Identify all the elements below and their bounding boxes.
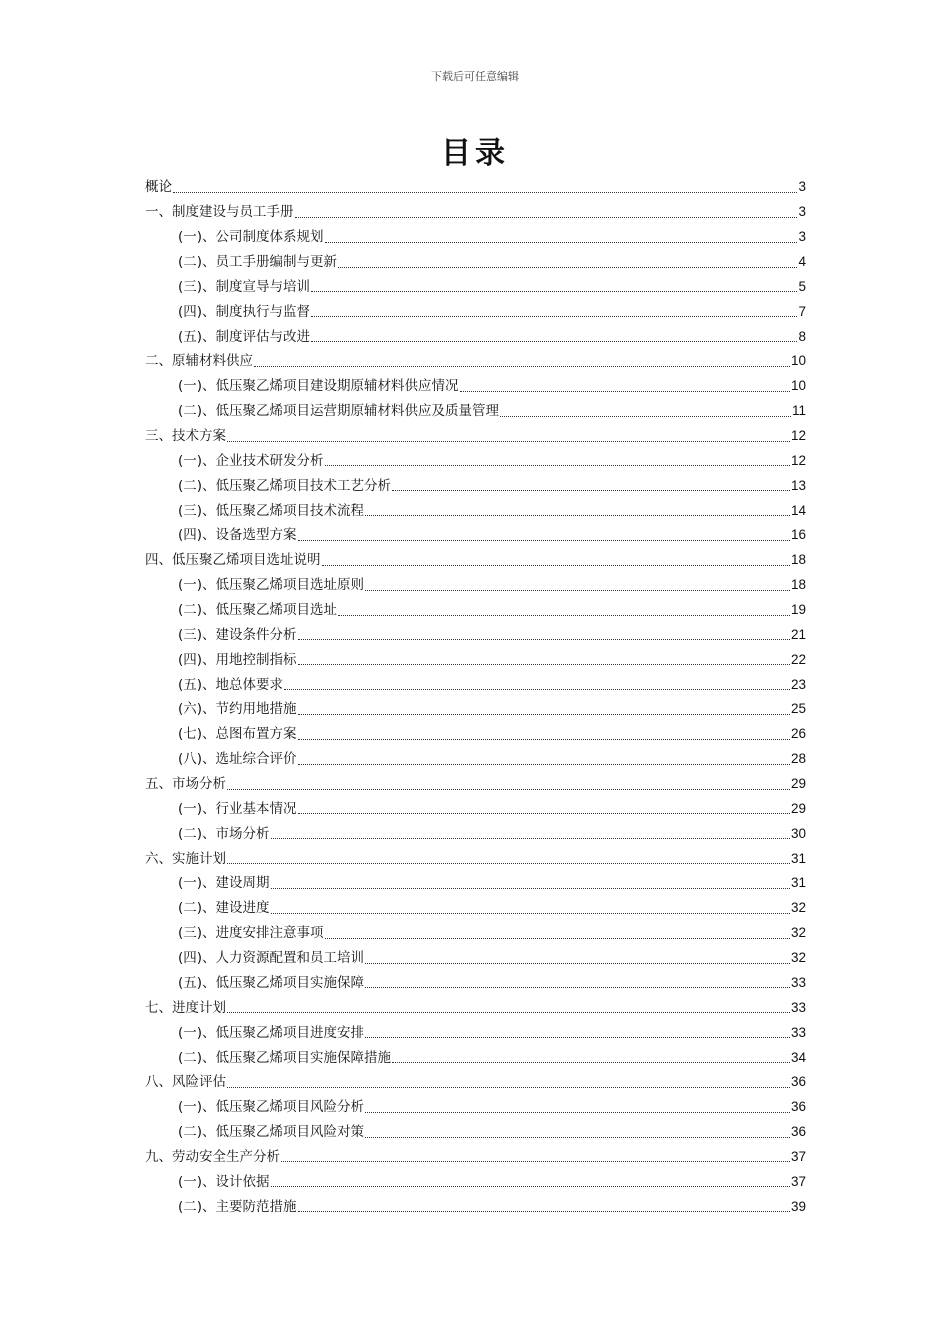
toc-entry-label: 六、实施计划 — [145, 850, 226, 867]
toc-entry[interactable] — [145, 697, 806, 722]
toc-dot-leader — [173, 192, 797, 193]
toc-entry[interactable] — [145, 1145, 806, 1170]
toc-entry-label: (三)、建设条件分析 — [178, 626, 297, 643]
toc-dot-leader — [322, 565, 790, 566]
toc-entry[interactable] — [145, 722, 806, 747]
toc-entry-label: 三、技术方案 — [145, 428, 226, 445]
toc-entry-label: (三)、低压聚乙烯项目技术流程 — [178, 502, 365, 519]
toc-entry-page-number: 13 — [790, 477, 806, 493]
toc-entry-page-number: 3 — [798, 204, 806, 220]
toc-entry-label: (三)、进度安排注意事项 — [178, 925, 324, 942]
toc-entry-label: (一)、企业技术研发分析 — [178, 452, 324, 469]
toc-dot-leader — [254, 366, 790, 367]
toc-entry[interactable] — [145, 971, 806, 996]
toc-entry-label: (四)、用地控制指标 — [178, 651, 297, 668]
toc-entry[interactable] — [145, 473, 806, 498]
toc-entry[interactable] — [145, 672, 806, 697]
toc-entry[interactable] — [145, 1095, 806, 1120]
toc-entry-page-number: 36 — [790, 1074, 806, 1090]
toc-dot-leader — [392, 490, 790, 491]
toc-entry-label: (六)、节约用地措施 — [178, 701, 297, 718]
toc-dot-leader — [227, 1087, 790, 1088]
toc-entry[interactable] — [145, 1120, 806, 1145]
toc-entry[interactable] — [145, 498, 806, 523]
toc-entry-page-number: 32 — [790, 900, 806, 916]
toc-entry-page-number: 12 — [790, 428, 806, 444]
toc-entry-label: (四)、制度执行与监督 — [178, 303, 311, 320]
toc-entry-label: (一)、低压聚乙烯项目建设期原辅材料供应情况 — [178, 378, 459, 395]
toc-entry[interactable] — [145, 200, 806, 225]
toc-entry-label: 四、低压聚乙烯项目选址说明 — [145, 552, 321, 569]
toc-entry-label: (二)、低压聚乙烯项目风险对策 — [178, 1124, 365, 1141]
toc-dot-leader — [298, 664, 790, 665]
toc-dot-leader — [325, 938, 790, 939]
toc-entry-page-number: 36 — [790, 1099, 806, 1115]
toc-entry-label: 八、风险评估 — [145, 1074, 226, 1091]
toc-entry-page-number: 14 — [790, 502, 806, 518]
toc-entry-page-number: 31 — [790, 875, 806, 891]
toc-entry-label: (二)、低压聚乙烯项目实施保障措施 — [178, 1049, 392, 1066]
toc-entry-page-number: 18 — [790, 552, 806, 568]
toc-entry-page-number: 3 — [798, 229, 806, 245]
toc-entry-page-number: 34 — [790, 1049, 806, 1065]
table-of-contents — [145, 175, 806, 1219]
toc-entry-label: (二)、低压聚乙烯项目选址 — [178, 602, 338, 619]
toc-entry[interactable] — [145, 225, 806, 250]
toc-dot-leader — [298, 639, 790, 640]
toc-entry-label: (八)、选址综合评价 — [178, 751, 297, 768]
toc-entry-label: 一、制度建设与员工手册 — [145, 204, 294, 221]
toc-dot-leader — [295, 217, 798, 218]
toc-dot-leader — [460, 391, 790, 392]
toc-dot-leader — [325, 242, 798, 243]
toc-entry-page-number: 4 — [798, 254, 806, 269]
toc-dot-leader — [227, 789, 790, 790]
toc-dot-leader — [227, 1012, 790, 1013]
toc-entry-page-number: 33 — [790, 1024, 806, 1040]
toc-dot-leader — [365, 1037, 790, 1038]
toc-entry-page-number: 5 — [798, 278, 806, 294]
toc-dot-leader — [298, 813, 790, 814]
toc-dot-leader — [227, 441, 790, 442]
toc-entry-label: (二)、低压聚乙烯项目技术工艺分析 — [178, 477, 392, 494]
toc-entry-label: 七、进度计划 — [145, 999, 226, 1016]
toc-entry[interactable] — [145, 598, 806, 623]
toc-entry-label: (四)、设备选型方案 — [178, 527, 297, 544]
toc-entry[interactable] — [145, 896, 806, 921]
toc-entry-page-number: 19 — [790, 602, 806, 618]
toc-entry-label: (一)、低压聚乙烯项目选址原则 — [178, 577, 365, 594]
toc-entry[interactable] — [145, 1070, 806, 1095]
toc-entry-label: (二)、主要防范措施 — [178, 1198, 297, 1215]
toc-dot-leader — [271, 1186, 790, 1187]
toc-entry[interactable] — [145, 796, 806, 821]
toc-dot-leader — [365, 987, 790, 988]
toc-entry-page-number: 11 — [791, 403, 806, 419]
toc-entry-page-number: 10 — [790, 378, 806, 394]
toc-entry-label: (二)、建设进度 — [178, 900, 270, 917]
toc-entry[interactable] — [145, 1020, 806, 1045]
toc-entry[interactable] — [145, 324, 806, 349]
toc-entry-page-number: 36 — [790, 1124, 806, 1140]
toc-entry-page-number: 29 — [790, 800, 806, 816]
toc-entry[interactable] — [145, 448, 806, 473]
toc-entry-page-number: 23 — [790, 676, 806, 692]
toc-entry-page-number: 33 — [790, 974, 806, 990]
toc-dot-leader — [365, 515, 790, 516]
toc-entry[interactable] — [145, 1045, 806, 1070]
toc-entry-page-number: 37 — [790, 1173, 806, 1189]
toc-dot-leader — [298, 714, 790, 715]
toc-entry-page-number: 29 — [790, 776, 806, 792]
toc-dot-leader — [325, 465, 790, 466]
toc-entry-label: (二)、员工手册编制与更新 — [178, 254, 338, 270]
toc-dot-leader — [365, 590, 790, 591]
toc-entry-label: 二、原辅材料供应 — [145, 353, 253, 370]
toc-entry[interactable] — [145, 349, 806, 374]
toc-entry[interactable] — [145, 871, 806, 896]
toc-dot-leader — [392, 1062, 790, 1063]
toc-entry[interactable] — [145, 274, 806, 299]
toc-entry-label: (一)、建设周期 — [178, 875, 270, 892]
toc-entry-page-number: 10 — [790, 353, 806, 369]
toc-entry-label: 概论 — [145, 179, 172, 196]
toc-entry[interactable] — [145, 175, 806, 200]
toc-entry[interactable] — [145, 1194, 806, 1219]
toc-entry[interactable] — [145, 946, 806, 971]
toc-title: 目录 — [441, 136, 509, 171]
toc-entry-label: 五、市场分析 — [145, 776, 226, 793]
toc-entry[interactable] — [145, 424, 806, 449]
toc-dot-leader — [298, 1211, 790, 1212]
toc-entry-label: (一)、低压聚乙烯项目风险分析 — [178, 1099, 365, 1116]
toc-entry-label: 九、劳动安全生产分析 — [145, 1148, 280, 1165]
toc-entry-page-number: 12 — [790, 452, 806, 468]
toc-entry[interactable] — [145, 548, 806, 573]
toc-dot-leader — [338, 615, 790, 616]
toc-dot-leader — [338, 267, 797, 268]
toc-dot-leader — [365, 1112, 790, 1113]
toc-entry-label: (二)、市场分析 — [178, 825, 270, 842]
toc-entry-label: (五)、地总体要求 — [178, 676, 284, 693]
toc-entry-page-number: 16 — [790, 527, 806, 543]
toc-dot-leader — [281, 1161, 790, 1162]
toc-entry-page-number: 26 — [790, 726, 806, 742]
toc-entry-label: (一)、公司制度体系规划 — [178, 229, 324, 246]
toc-entry-page-number: 21 — [790, 626, 806, 642]
toc-entry[interactable] — [145, 747, 806, 772]
toc-dot-leader — [284, 689, 790, 690]
toc-entry-label: (五)、低压聚乙烯项目实施保障 — [178, 974, 365, 991]
toc-entry-page-number: 30 — [790, 825, 806, 841]
toc-entry-page-number: 18 — [790, 577, 806, 593]
toc-dot-leader — [271, 838, 790, 839]
toc-entry-page-number: 28 — [790, 751, 806, 767]
toc-entry-page-number: 22 — [790, 651, 806, 667]
toc-entry[interactable] — [145, 250, 806, 275]
toc-entry[interactable] — [145, 573, 806, 598]
toc-entry-label: (四)、人力资源配置和员工培训 — [178, 950, 365, 967]
toc-entry-page-number: 25 — [790, 701, 806, 717]
toc-dot-leader — [311, 316, 797, 317]
toc-entry[interactable] — [145, 374, 806, 399]
toc-entry[interactable] — [145, 523, 806, 548]
toc-dot-leader — [271, 888, 790, 889]
toc-dot-leader — [298, 739, 790, 740]
toc-entry-page-number: 3 — [798, 179, 806, 195]
toc-dot-leader — [271, 913, 790, 914]
toc-entry[interactable] — [145, 846, 806, 871]
toc-entry-page-number: 33 — [790, 999, 806, 1015]
toc-dot-leader — [298, 540, 790, 541]
toc-dot-leader — [298, 764, 790, 765]
toc-dot-leader — [311, 341, 797, 342]
toc-entry-label: (一)、设计依据 — [178, 1173, 270, 1190]
toc-entry[interactable] — [145, 399, 806, 424]
toc-entry-label: (三)、制度宣导与培训 — [178, 278, 311, 295]
toc-entry[interactable] — [145, 921, 806, 946]
toc-entry-label: (一)、行业基本情况 — [178, 800, 297, 817]
toc-entry[interactable] — [145, 1169, 806, 1194]
toc-entry-label: (二)、低压聚乙烯项目运营期原辅材料供应及质量管理 — [178, 403, 500, 420]
toc-dot-leader — [311, 291, 797, 292]
toc-entry-page-number: 31 — [790, 850, 806, 866]
toc-entry[interactable] — [145, 622, 806, 647]
toc-entry-label: (一)、低压聚乙烯项目进度安排 — [178, 1024, 365, 1041]
toc-entry-page-number: 8 — [798, 328, 806, 344]
toc-entry-page-number: 39 — [790, 1198, 806, 1214]
toc-dot-leader — [365, 1137, 790, 1138]
toc-dot-leader — [227, 863, 790, 864]
toc-entry-page-number: 37 — [790, 1148, 806, 1164]
toc-entry[interactable] — [145, 995, 806, 1020]
toc-entry[interactable] — [145, 821, 806, 846]
toc-entry[interactable] — [145, 299, 806, 324]
toc-dot-leader — [365, 963, 790, 964]
toc-entry[interactable] — [145, 647, 806, 672]
toc-entry-label: (五)、制度评估与改进 — [178, 328, 311, 345]
toc-entry-page-number: 32 — [790, 925, 806, 941]
toc-entry-page-number: 7 — [798, 303, 806, 319]
header-note: 下载后可任意编辑 — [431, 70, 519, 83]
toc-entry[interactable] — [145, 772, 806, 797]
toc-entry-page-number: 32 — [790, 950, 806, 966]
toc-entry-label: (七)、总图布置方案 — [178, 726, 297, 743]
toc-dot-leader — [500, 416, 791, 417]
